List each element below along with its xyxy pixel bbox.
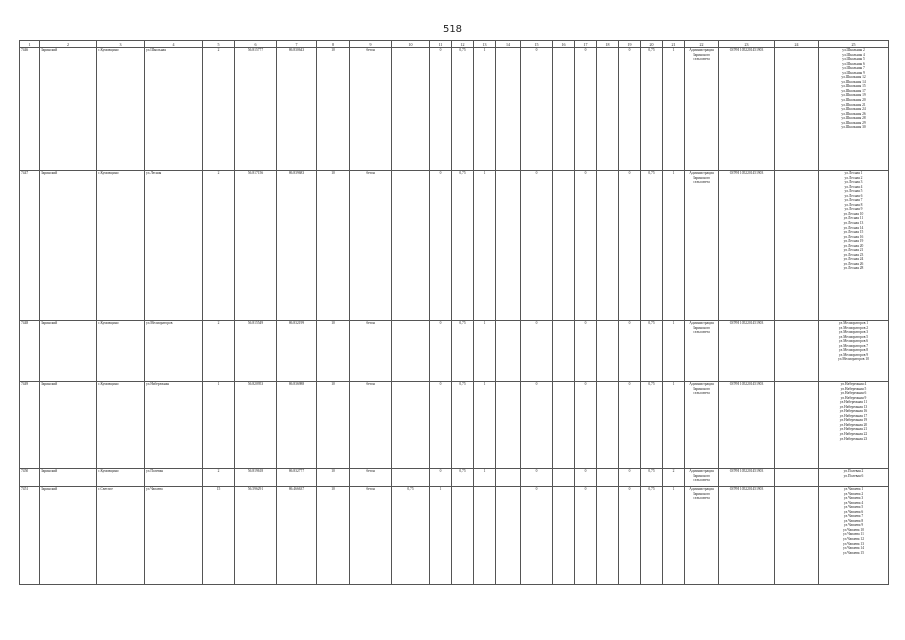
cell-col-9: бетон [350, 487, 392, 585]
cell-col-11: 0 [430, 382, 452, 469]
cell-col-22: Администрация Заринского сельсовета [685, 171, 719, 321]
table-row [20, 48, 889, 171]
cell-col-12 [452, 487, 474, 585]
cell-col-13: 1 [474, 48, 496, 171]
cell-col-22: Администрация Заринского сельсовета [685, 487, 719, 585]
cell-col-24 [775, 171, 819, 321]
cell-col-1: 7447 [20, 171, 40, 321]
street-address: ул.Набережная 21 [839, 427, 868, 432]
cell-col-3: с.Светлое [97, 487, 145, 585]
cell-col-3: с.Кумовщино [97, 48, 145, 171]
street-address: ул.Школьная 9 [842, 70, 865, 75]
cell-col-8: 10 [317, 469, 350, 487]
street-address: ул.Набережная 13 [839, 404, 868, 409]
street-address: ул.Лесная 14 [843, 225, 864, 230]
street-address: ул.Лесная 19 [843, 239, 864, 244]
street-list-cell [819, 171, 889, 321]
column-header-13: 13 [474, 41, 496, 48]
cell-col-16 [553, 171, 575, 321]
cell-col-5: 2 [203, 321, 235, 382]
column-header-2: 2 [40, 41, 97, 48]
street-address: ул.Набережная 20 [839, 422, 868, 427]
cell-col-22: Администрация Заринского сельсовета [685, 321, 719, 382]
cell-col-4: ул.Набережная [145, 382, 203, 469]
cell-col-8: 10 [317, 382, 350, 469]
street-address: ул.Мелиораторов 10 [838, 357, 869, 362]
street-address: ул.Лесная 16 [843, 234, 864, 239]
cell-col-15: 0 [521, 382, 553, 469]
street-address: ул.Мелиораторов 2 [838, 325, 869, 330]
cell-col-18 [597, 382, 619, 469]
street-address: ул.Чапаева 3 [843, 496, 864, 501]
cell-col-14 [496, 469, 521, 487]
cell-col-22: Администрация Заринского сельсовета [685, 382, 719, 469]
column-header-11: 11 [430, 41, 452, 48]
street-address: ул.Чапаева 15 [842, 550, 865, 555]
street-address: ул.Лесная 28 [843, 266, 864, 271]
cell-col-2: Заринский [40, 469, 97, 487]
street-address: ул.Лесная 2 [844, 175, 863, 180]
cell-col-1: 7450 [20, 469, 40, 487]
cell-col-16 [553, 48, 575, 171]
cell-col-18 [597, 321, 619, 382]
column-header-18: 18 [597, 41, 619, 48]
street-address: ул.Школьная 12 [841, 75, 866, 80]
street-address: ул.Школьная 2 [842, 48, 865, 52]
cell-col-23: ОГРН 1052201451903 [719, 469, 775, 487]
cell-col-20: 0,75 [641, 171, 663, 321]
cell-col-8: 10 [317, 171, 350, 321]
column-header-23: 23 [719, 41, 775, 48]
cell-col-12: 0,75 [452, 469, 474, 487]
street-address: ул.Чапаева 2 [843, 491, 864, 496]
column-header-10: 10 [392, 41, 430, 48]
cell-col-14 [496, 171, 521, 321]
cell-col-23: ОГРН 1052201451903 [719, 487, 775, 585]
cell-col-10 [392, 469, 430, 487]
cell-col-13: 1 [474, 382, 496, 469]
cell-col-21: 1 [663, 487, 685, 585]
street-address: ул.Лесная 21 [843, 248, 864, 253]
cell-col-7: 86.839683 [277, 171, 317, 321]
street-address: ул.Чапаева 10 [842, 527, 865, 532]
cell-col-1: 7448 [20, 321, 40, 382]
cell-col-13: 1 [474, 469, 496, 487]
cell-col-19: 0 [619, 487, 641, 585]
cell-col-20: 0,75 [641, 382, 663, 469]
street-address: ул.Чапаева 12 [842, 537, 865, 542]
street-address: ул.Школьная 4 [842, 52, 865, 57]
cell-col-23: ОГРН 1052201451903 [719, 171, 775, 321]
cell-col-19: 0 [619, 48, 641, 171]
cell-col-16 [553, 469, 575, 487]
cell-col-16 [553, 321, 575, 382]
column-header-5: 5 [203, 41, 235, 48]
street-address: ул.Школьная 5 [842, 57, 865, 62]
street-address: ул.Мелиораторов 1 [838, 321, 869, 325]
column-header-14: 14 [496, 41, 521, 48]
cell-col-8: 10 [317, 321, 350, 382]
street-address: ул.Лесная 13 [843, 221, 864, 226]
street-address: ул.Школьная 19 [841, 93, 866, 98]
street-address: ул.Школьная 24 [841, 107, 866, 112]
cell-col-18 [597, 48, 619, 171]
column-header-20: 20 [641, 41, 663, 48]
cell-col-20: 0,75 [641, 321, 663, 382]
cell-col-24 [775, 469, 819, 487]
cell-col-5: 2 [203, 48, 235, 171]
cell-col-8: 10 [317, 48, 350, 171]
cell-col-3: с.Кумовщино [97, 469, 145, 487]
street-list-cell [819, 382, 889, 469]
cell-col-15: 0 [521, 321, 553, 382]
cell-col-14 [496, 48, 521, 171]
street-address: ул.Набережная 17 [839, 413, 868, 418]
cell-col-5: 2 [203, 469, 235, 487]
street-address: ул.Школьная 14 [841, 79, 866, 84]
cell-col-21: 1 [663, 382, 685, 469]
street-address: ул.Лесная 1 [844, 171, 863, 175]
cell-col-22: Администрация Заринского сельсовета [685, 48, 719, 171]
street-address: ул.Набережная 23 [839, 436, 868, 441]
cell-col-15: 0 [521, 469, 553, 487]
street-address: ул.Чапаева 11 [843, 532, 864, 537]
street-address: ул.Чапаева 5 [843, 505, 864, 510]
registry-table [19, 40, 889, 585]
street-address: ул.Школьная 20 [841, 98, 866, 103]
table-row [20, 469, 889, 487]
cell-col-7: 86.832199 [277, 321, 317, 382]
cell-col-12: 0,75 [452, 48, 474, 171]
cell-col-11: 0 [430, 321, 452, 382]
cell-col-15: 0 [521, 48, 553, 171]
cell-col-2: Заринский [40, 487, 97, 585]
cell-col-5: 2 [203, 171, 235, 321]
street-address: ул.Чапаева 8 [843, 518, 864, 523]
street-address: ул.Школьная 28 [841, 116, 866, 121]
cell-col-3: с.Кумовщино [97, 321, 145, 382]
cell-col-12: 0,75 [452, 382, 474, 469]
cell-col-7: 86.832777 [277, 469, 317, 487]
cell-col-11: 0 [430, 48, 452, 171]
street-address: ул.Набережная 9 [840, 395, 867, 400]
street-address: ул.Чапаева 13 [842, 541, 865, 546]
street-address: ул.Лесная 15 [843, 230, 864, 235]
cell-col-9: бетон [350, 48, 392, 171]
cell-col-24 [775, 48, 819, 171]
cell-col-19: 0 [619, 469, 641, 487]
cell-col-6: 56.817156 [235, 171, 277, 321]
column-header-24: 24 [775, 41, 819, 48]
cell-col-20: 0,75 [641, 469, 663, 487]
street-address: ул.Школьная 15 [841, 84, 866, 89]
cell-col-10 [392, 382, 430, 469]
column-header-1: 1 [20, 41, 40, 48]
cell-col-18 [597, 171, 619, 321]
cell-col-17: 0 [575, 48, 597, 171]
street-address: ул.Лесная 6 [844, 193, 863, 198]
cell-col-10 [392, 48, 430, 171]
cell-col-21: 1 [663, 321, 685, 382]
street-address: ул.Лесная 7 [844, 198, 863, 203]
street-address: ул.Мелиораторов 9 [838, 352, 869, 357]
cell-col-16 [553, 382, 575, 469]
cell-col-21: 1 [663, 171, 685, 321]
table-row [20, 171, 889, 321]
cell-col-23: ОГРН 1052201451903 [719, 48, 775, 171]
street-address: ул.Лесная 3 [844, 180, 863, 185]
street-address: ул.Школьная 7 [842, 66, 865, 71]
cell-col-24 [775, 321, 819, 382]
cell-col-22: Администрация Заринского сельсовета [685, 469, 719, 487]
cell-col-2: Заринский [40, 321, 97, 382]
street-address: ул.Лесная 5 [844, 189, 863, 194]
table-row [20, 382, 889, 469]
cell-col-13: 1 [474, 171, 496, 321]
street-address: ул.Лесная 9 [844, 207, 863, 212]
cell-col-3: с.Кумовщино [97, 382, 145, 469]
street-address: ул.Полевая 6 [843, 473, 864, 478]
cell-col-17: 0 [575, 171, 597, 321]
street-address: ул.Лесная 11 [843, 216, 864, 221]
cell-col-19: 0 [619, 382, 641, 469]
column-header-8: 8 [317, 41, 350, 48]
street-address: ул.Чапаева 4 [843, 500, 864, 505]
street-address: ул.Лесная 26 [843, 261, 864, 266]
street-address: ул.Лесная 23 [843, 252, 864, 257]
column-header-25: 25 [819, 41, 889, 48]
street-address: ул.Школьная 29 [841, 120, 866, 125]
street-address: ул.Набережная 22 [839, 432, 868, 437]
street-address: ул.Школьная 30 [841, 125, 866, 130]
cell-col-15: 0 [521, 487, 553, 585]
column-header-row [20, 41, 889, 48]
street-address: ул.Лесная 8 [844, 202, 863, 207]
cell-col-17: 0 [575, 487, 597, 585]
street-address: ул.Мелиораторов 7 [838, 343, 869, 348]
cell-col-12: 0,75 [452, 171, 474, 321]
column-header-16: 16 [553, 41, 575, 48]
column-header-15: 15 [521, 41, 553, 48]
cell-col-19: 0 [619, 321, 641, 382]
street-address: ул.Чапаева 7 [843, 514, 864, 519]
street-address: ул.Лесная 4 [844, 184, 863, 189]
cell-col-4: ул.Лесная [145, 171, 203, 321]
cell-col-6: 56.819618 [235, 469, 277, 487]
column-header-19: 19 [619, 41, 641, 48]
column-header-22: 22 [685, 41, 719, 48]
cell-col-11: 0 [430, 171, 452, 321]
table-row [20, 321, 889, 382]
column-header-17: 17 [575, 41, 597, 48]
page-number: 518 [442, 24, 463, 35]
street-address: ул.Мелиораторов 8 [838, 348, 869, 353]
cell-col-6: 56.820953 [235, 382, 277, 469]
cell-col-17: 0 [575, 321, 597, 382]
cell-col-19: 0 [619, 171, 641, 321]
cell-col-18 [597, 469, 619, 487]
cell-col-3: с.Кумовщино [97, 171, 145, 321]
cell-col-8: 10 [317, 487, 350, 585]
street-address: ул.Школьная 26 [841, 111, 866, 116]
cell-col-7: 86.830643 [277, 48, 317, 171]
cell-col-4: ул.Чапаева [145, 487, 203, 585]
cell-col-23: ОГРН 1052201451903 [719, 321, 775, 382]
cell-col-23: ОГРН 1052201451903 [719, 382, 775, 469]
street-list-cell [819, 321, 889, 382]
street-list-cell [819, 48, 889, 171]
cell-col-9: бетон [350, 171, 392, 321]
street-address: ул.Лесная 20 [843, 243, 864, 248]
cell-col-10 [392, 321, 430, 382]
cell-col-5: 1 [203, 382, 235, 469]
cell-col-24 [775, 382, 819, 469]
cell-col-11: 0 [430, 469, 452, 487]
cell-col-13 [474, 487, 496, 585]
column-header-4: 4 [145, 41, 203, 48]
street-address: ул.Школьная 6 [842, 61, 865, 66]
cell-col-9: бетон [350, 469, 392, 487]
street-address: ул.Набережная 16 [839, 409, 868, 414]
street-address: ул.Набережная 11 [839, 400, 868, 405]
column-header-3: 3 [97, 41, 145, 48]
street-list-cell [819, 469, 889, 487]
cell-col-14 [496, 382, 521, 469]
cell-col-6: 56.596291 [235, 487, 277, 585]
column-header-6: 6 [235, 41, 277, 48]
cell-col-5: 15 [203, 487, 235, 585]
street-address: ул.Мелиораторов 5 [838, 334, 869, 339]
cell-col-6: 56.815777 [235, 48, 277, 171]
street-address: ул.Набережная 4 [840, 382, 867, 386]
street-address: ул.Школьная 21 [841, 102, 866, 107]
column-header-9: 9 [350, 41, 392, 48]
cell-col-4: ул.Полевая [145, 469, 203, 487]
cell-col-15: 0 [521, 171, 553, 321]
cell-col-24 [775, 487, 819, 585]
cell-col-6: 56.815549 [235, 321, 277, 382]
cell-col-18 [597, 487, 619, 585]
cell-col-17: 0 [575, 469, 597, 487]
cell-col-9: бетон [350, 321, 392, 382]
cell-col-1: 7449 [20, 382, 40, 469]
cell-col-7: 86.836988 [277, 382, 317, 469]
cell-col-20: 0,75 [641, 48, 663, 171]
cell-col-14 [496, 487, 521, 585]
cell-col-21: 1 [663, 48, 685, 171]
column-header-12: 12 [452, 41, 474, 48]
street-address: ул.Чапаева 9 [843, 523, 864, 528]
cell-col-14 [496, 321, 521, 382]
cell-col-16 [553, 487, 575, 585]
cell-col-13: 1 [474, 321, 496, 382]
street-address: ул.Лесная 10 [843, 211, 864, 216]
column-header-7: 7 [277, 41, 317, 48]
cell-col-11: 1 [430, 487, 452, 585]
street-address: ул.Чапаева 6 [843, 509, 864, 514]
street-list-cell [819, 487, 889, 585]
street-address: ул.Школьная 17 [841, 88, 866, 93]
cell-col-2: Заринский [40, 48, 97, 171]
cell-col-21: 2 [663, 469, 685, 487]
street-address: ул.Полевая 2 [843, 469, 864, 473]
street-address: ул.Мелиораторов 3 [838, 330, 869, 335]
cell-col-2: Заринский [40, 171, 97, 321]
cell-col-10: 0,75 [392, 487, 430, 585]
cell-col-9: бетон [350, 382, 392, 469]
street-address: ул.Набережная 5 [840, 386, 867, 391]
cell-col-17: 0 [575, 382, 597, 469]
cell-col-1: 7451 [20, 487, 40, 585]
street-address: ул.Чапаева 14 [842, 546, 865, 551]
cell-col-4: ул.Мелиораторов [145, 321, 203, 382]
street-address: ул.Лесная 24 [843, 257, 864, 262]
cell-col-1: 7446 [20, 48, 40, 171]
table-row [20, 487, 889, 585]
street-address: ул.Чапаева 1 [843, 487, 864, 491]
street-address: ул.Мелиораторов 6 [838, 339, 869, 344]
cell-col-7: 86.466637 [277, 487, 317, 585]
cell-col-4: ул.Школьная [145, 48, 203, 171]
column-header-21: 21 [663, 41, 685, 48]
cell-col-12: 0,75 [452, 321, 474, 382]
street-address: ул.Набережная 6 [840, 391, 867, 396]
cell-col-20: 0,75 [641, 487, 663, 585]
cell-col-2: Заринский [40, 382, 97, 469]
cell-col-10 [392, 171, 430, 321]
street-address: ул.Набережная 19 [839, 418, 868, 423]
